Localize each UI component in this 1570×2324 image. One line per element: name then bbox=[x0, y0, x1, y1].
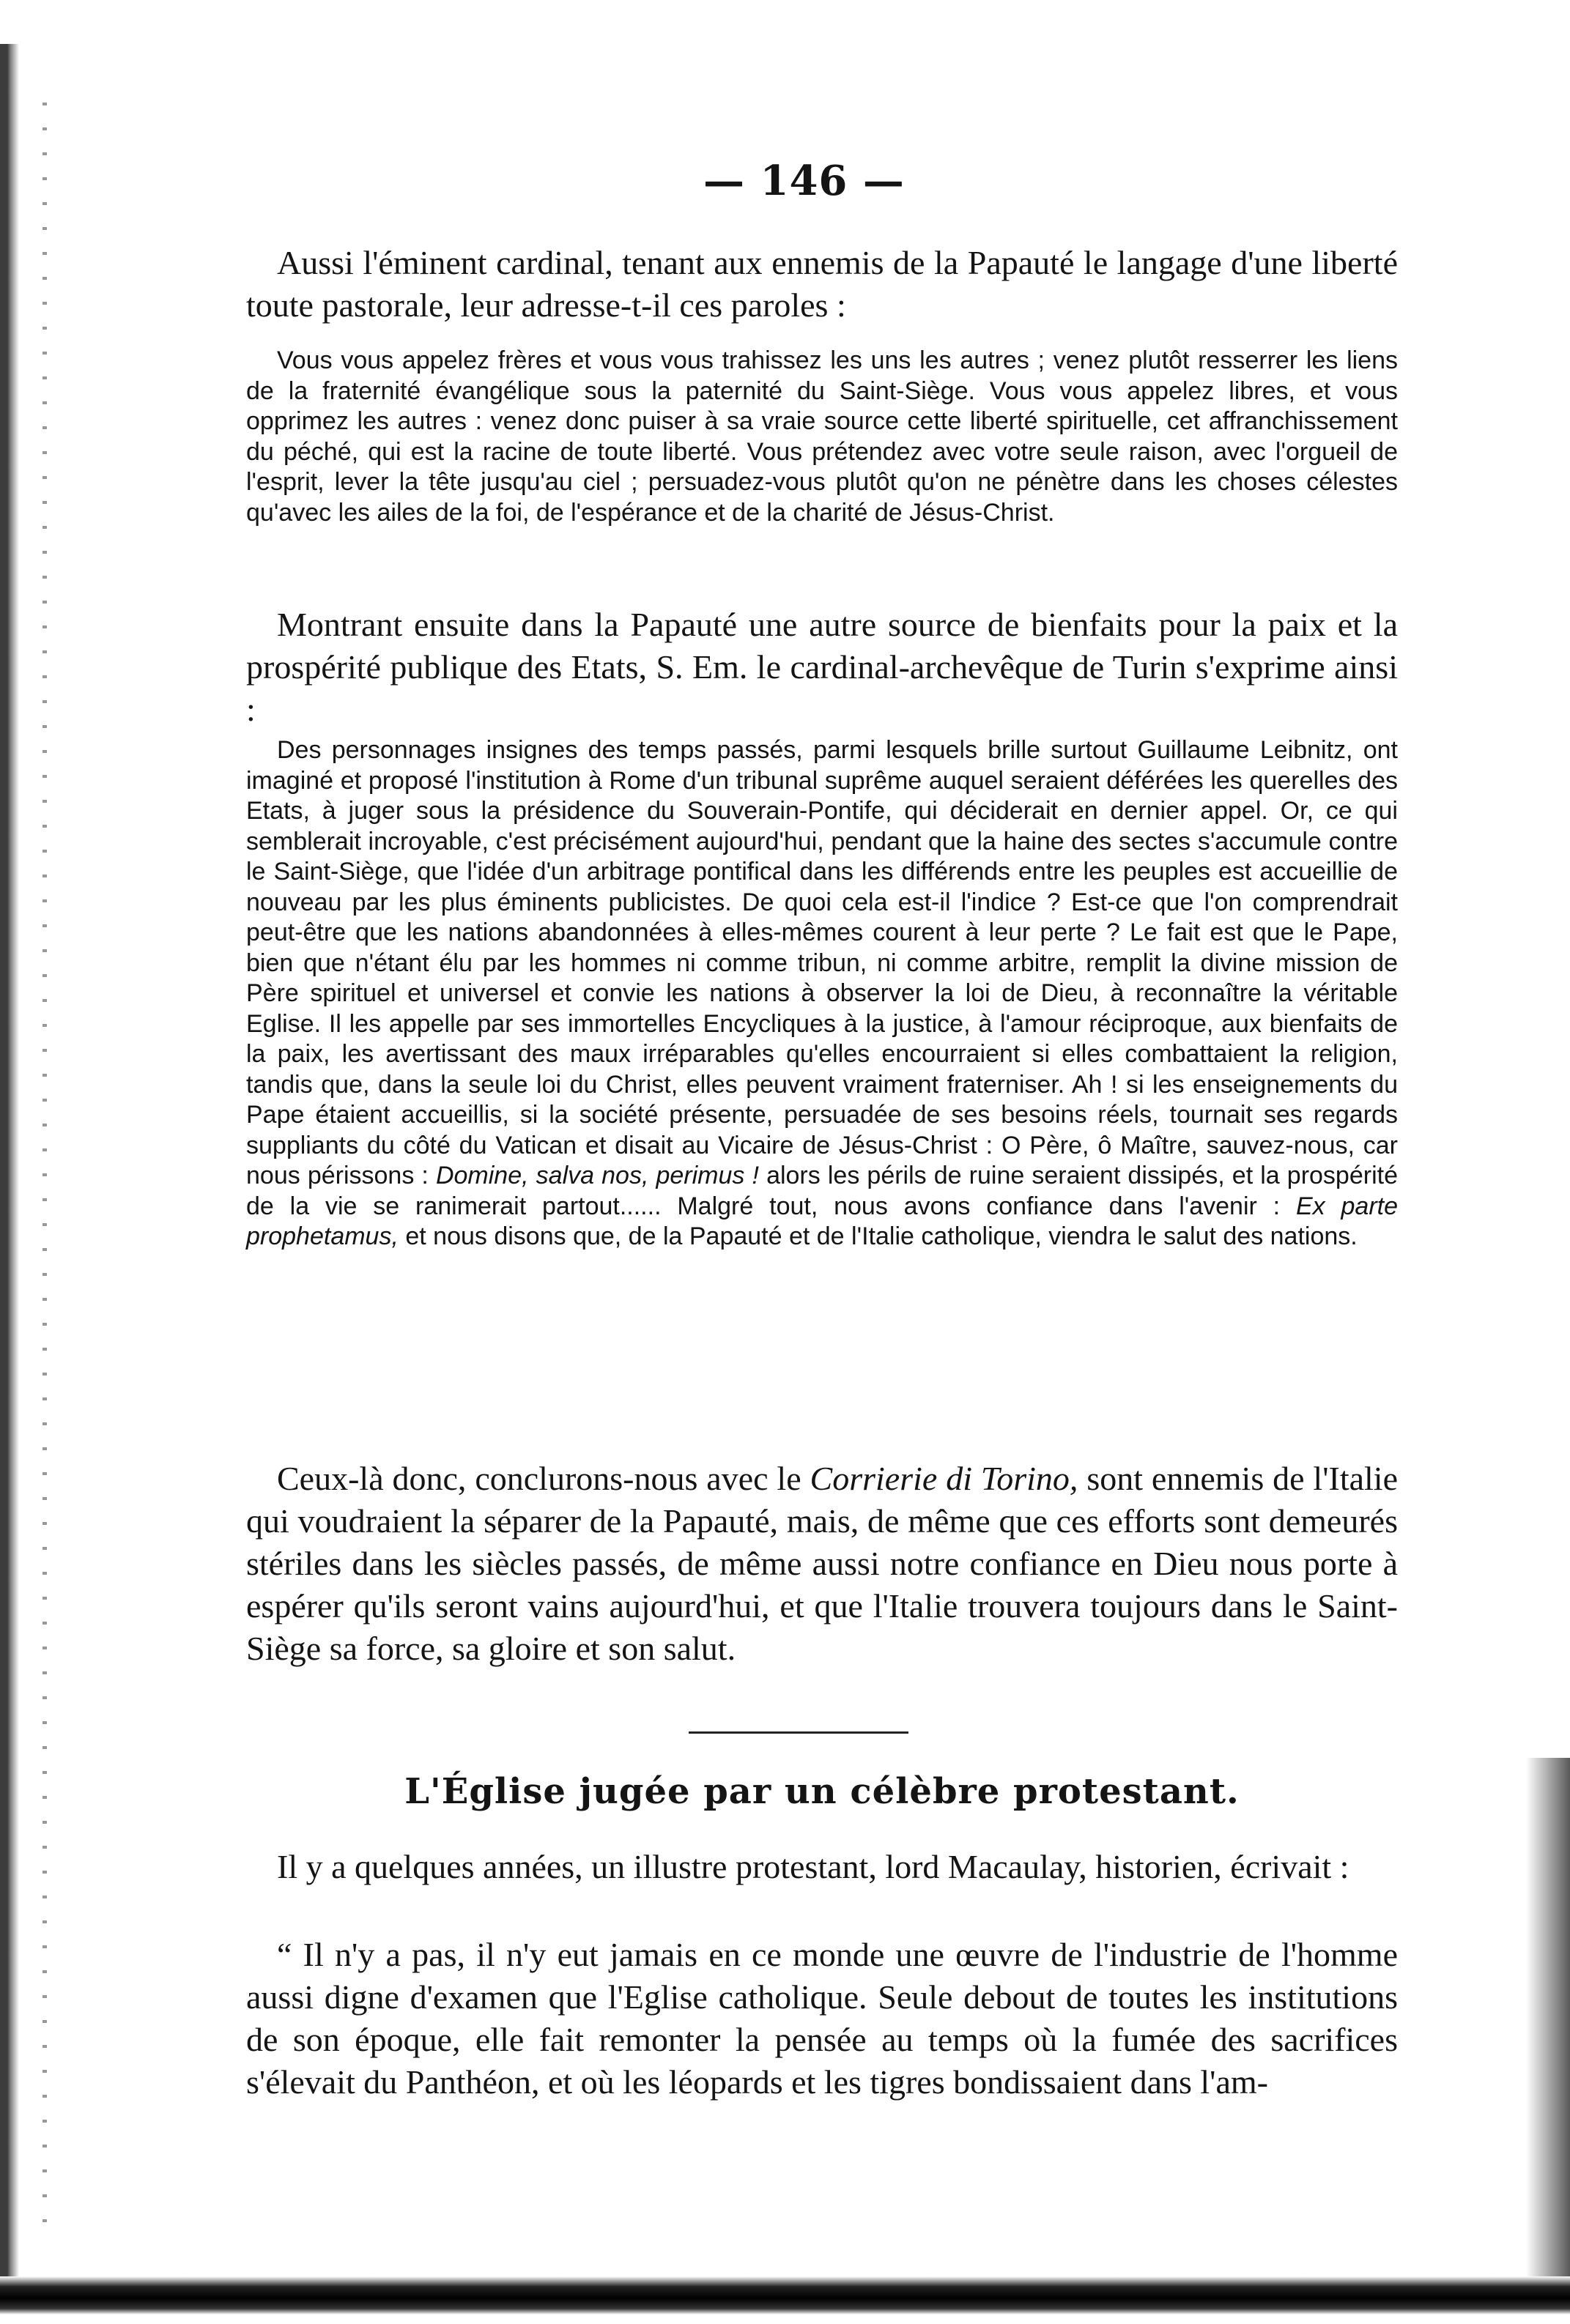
page-number: — 146 — bbox=[703, 157, 905, 205]
paragraph-text bbox=[246, 1458, 1398, 1670]
quote-end: et nous disons que, de la Papauté et de l'Italie catholique, viendra le salut des nations. bbox=[405, 1222, 1358, 1250]
paragraph-conclusion bbox=[246, 1458, 1398, 1670]
conclusion-end: sont ennemis de l'Italie qui voudraient la séparer de la Papauté, mais, de même que ces efforts sont demeurés stériles dans les siècles passés, de même aussi notre confiance en Dieu nous porte à espérer qu'ils seront vains aujourd'hui, et que l'Italie trouvera toujours dans le Saint-Siège sa force, sa gloire et son salut. bbox=[246, 1460, 1398, 1667]
conclusion-start: Ceux-là donc, conclurons-nous avec le bbox=[277, 1460, 801, 1497]
quote-text: Vous vous appelez frères et vous vous trahissez les uns les autres ; venez plutôt resserrer les liens de la fraternité évangélique sous la paternité du Saint-Siège. Vous vous appelez libres, et vous opprimez les autres : venez donc puiser à sa vraie source cette liberté spirituelle, cet affranchissement du péché, qui est la racine de toute liberté. Vous prétendez avec votre seule raison, avec l'orgueil de l'esprit, lever la tête jusqu'au ciel ; persuadez-vous plutôt qu'on ne pénètre dans les choses célestes qu'avec les ailes de la foi, de l'espérance et de la charité de Jésus-Christ. bbox=[246, 346, 1398, 527]
paragraph-text: “ Il n'y a pas, il n'y eut jamais en ce monde une œuvre de l'industrie de l'homme aussi digne d'examen que l'Eglise catholique. Seule debout de toutes les institutions de son époque, elle fait remonter la pensée au temps où la fumée des sacrifices s'élevait du Panthéon, et où les léopards et les tigres bondissaient dans l'am- bbox=[246, 1936, 1398, 2101]
section-divider bbox=[689, 1731, 908, 1734]
page-edge-dots bbox=[42, 103, 47, 2227]
paragraph-macaulay-intro bbox=[246, 1846, 1398, 1888]
newspaper-title: Corrierie di Torino, bbox=[810, 1460, 1078, 1497]
paragraph-macaulay-quote bbox=[246, 1934, 1398, 2104]
quote-block-1 bbox=[246, 346, 1398, 528]
page-bottom-edge bbox=[0, 2276, 1570, 2314]
section-heading: L'Église jugée par un célèbre protestant. bbox=[404, 1771, 1240, 1812]
paragraph-text: Aussi l'éminent cardinal, tenant aux ennemis de la Papauté le langage d'une liberté toute pastorale, leur adresse-t-il ces paroles : bbox=[246, 244, 1398, 324]
quote-block-2 bbox=[246, 735, 1398, 1252]
paragraph-transition bbox=[246, 604, 1398, 731]
quote-main: Des personnages insignes des temps passés, parmi lesquels brille surtout Guillaume Leibnitz, ont imaginé et proposé l'institution à Rome d'un tribunal suprême auquel seraient déférées les querelles des Etats, à juger sous la présidence du Souverain-Pontife, qui déciderait en dernier appel. Or, ce qui semblerait incroyable, c'est précisément aujourd'hui, pendant que la haine des sectes s'accumule contre le Saint-Siège, que l'idée d'un arbitrage pontifical dans les différends entre les peuples est accueillie de nouveau par les plus éminents publicistes. De quoi cela est-il l'indice ? Est-ce que l'on comprendrait peut-être que les nations abandonnées à elles-mêmes courent à leur perte ? Le fait est que le Pape, bien que n'étant élu par les hommes ni comme tribun, ni comme arbitre, remplit la divine mission de Père spirituel et universel et convie les nations à observer la loi de Dieu, à reconnaître la véritable Eglise. Il les appelle par ses immortelles Encycliques à la justice, à l'amour réciproque, aux bienfaits de la paix, les avertissant des maux irréparables qu'elles encourraient si elles combattaient la religion, tandis que, dans la seule loi du Christ, elles peuvent vraiment fraterniser. Ah ! si les enseignements du Pape étaient accueillis, si la société présente, persuadée de ses besoins réels, tournait ses regards suppliants du côté du Vatican et disait au Vicaire de Jésus-Christ : O Père, ô Maître, sauvez-nous, car nous périssons : bbox=[246, 736, 1398, 1189]
page-edge-shadow-left bbox=[0, 44, 19, 2285]
paragraph-text: Il y a quelques années, un illustre protestant, lord Macaulay, historien, écrivait : bbox=[277, 1848, 1349, 1885]
page-edge-shadow-right bbox=[1526, 1758, 1570, 2314]
quote-mid: alors les périls de ruine seraient dissipés, et la prospérité de la vie se ranimerait partout...... Malgré tout, nous avons confiance dans l'avenir : bbox=[246, 1162, 1398, 1220]
latin-phrase: Ex parte prophetamus, bbox=[246, 1192, 1398, 1250]
paragraph-text: Montrant ensuite dans la Papauté une autre source de bienfaits pour la paix et la prospérité publique des Etats, S. Em. le cardinal-archevêque de Turin s'exprime ainsi : bbox=[246, 606, 1398, 728]
quote-text bbox=[246, 735, 1398, 1252]
paragraph-intro bbox=[246, 242, 1398, 327]
latin-phrase: Domine, salva nos, perimus ! bbox=[435, 1162, 759, 1189]
